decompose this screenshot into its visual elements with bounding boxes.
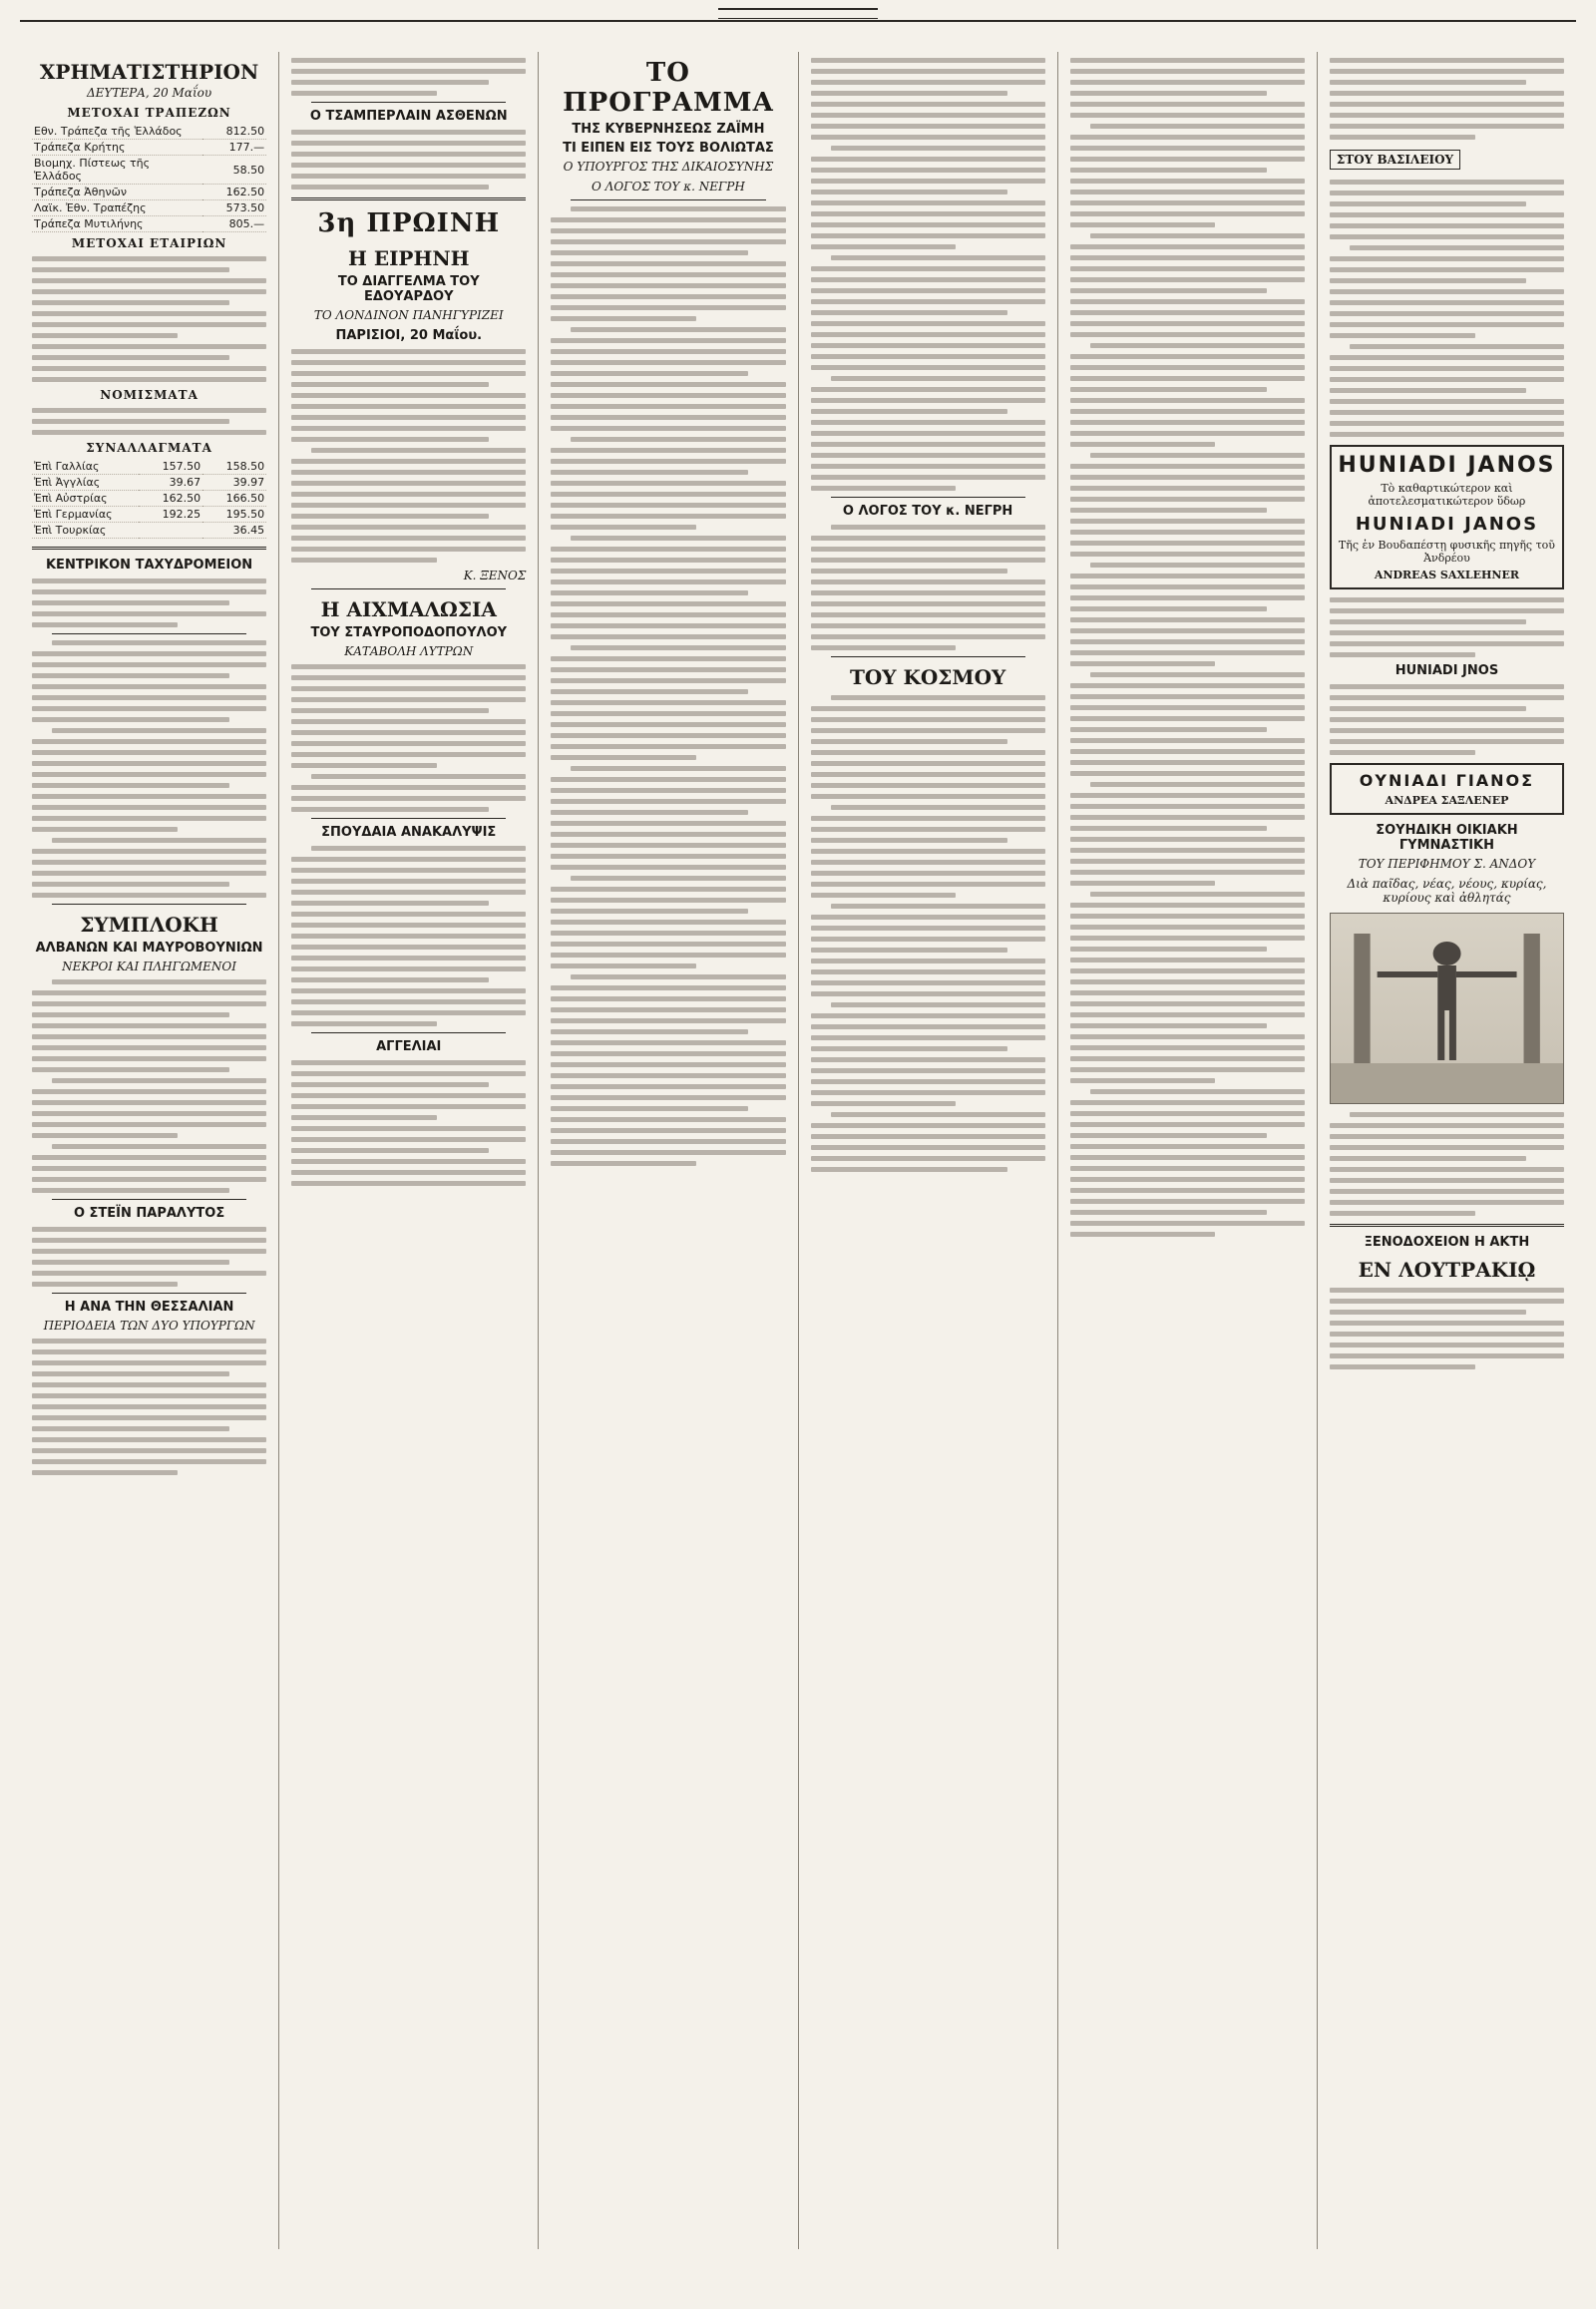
exchange-row — [32, 459, 266, 475]
newspaper-page — [20, 20, 1576, 2269]
col5-lines — [1070, 58, 1305, 1237]
program-lines — [551, 206, 785, 1166]
exchange-value-b: 39.97 — [202, 475, 266, 491]
hunyadi-desc: Τῆς ἐν Βουδαπέστῃ φυσικῆς πηγῆς τοῦ Ἀνδρέου — [1338, 539, 1555, 565]
exchange-value-a: 192.25 — [139, 507, 202, 523]
signoff: Κ. ΞΕΝΟΣ — [463, 569, 527, 582]
bank-value: 573.50 — [202, 200, 266, 216]
exchange-name: Ἐπὶ Τουρκίας — [32, 523, 139, 539]
theatre-lines — [1330, 180, 1564, 437]
gym-desc: Διὰ παῖδας, νέας, νέους, κυρίας, κυρίους καὶ ἀθλητάς — [1347, 877, 1547, 905]
hotel-title: ΞΕΝΟΔΟΧΕΙΟΝ Η ΑΚΤΗ — [1364, 1235, 1530, 1250]
captive-lines — [291, 664, 526, 812]
divider — [52, 904, 246, 905]
divider — [311, 818, 506, 819]
exchange-value-b: 195.50 — [202, 507, 266, 523]
world-title: ΤΟΥ ΚΟΣΜΟΥ — [849, 665, 1006, 689]
notices-title: ΑΓΓΕΛΙΑΙ — [376, 1039, 442, 1054]
companies-section: ΜΕΤΟΧΑΙ ΕΤΑΙΡΙΩΝ — [71, 236, 227, 250]
exchange-value-a: 39.67 — [139, 475, 202, 491]
exchange-row — [32, 507, 266, 523]
clash-title: ΣΥΜΠΛΟΚΗ — [80, 913, 218, 937]
stein-lines — [32, 1227, 266, 1287]
post-office-title: ΚΕΝΤΡΙΚΟΝ ΤΑΧΥΔΡΟΜΕΙΟΝ — [45, 558, 253, 573]
exchange-value-b: 158.50 — [202, 459, 266, 475]
bank-name: Τράπεζα Μυτιλήνης — [32, 216, 202, 232]
hunyadi-short: HUNIADI JNOS — [1395, 663, 1499, 678]
peace-subtitle-2: ΤΟ ΛΟΝΔΙΝΟΝ ΠΑΝΗΓΥΡΙΖΕΙ — [313, 308, 504, 322]
hunyadi-lines — [1330, 597, 1564, 657]
hotel-subtitle: ΕΝ ΛΟΥΤΡΑΚΙῼ — [1358, 1258, 1536, 1282]
divider — [311, 588, 506, 589]
exchange-name: Ἐπὶ Γερμανίας — [32, 507, 139, 523]
column-6 — [1318, 52, 1576, 2249]
bank-value: 805.— — [202, 216, 266, 232]
ouniadi-ad — [1330, 763, 1564, 815]
clash-lines — [32, 979, 266, 1193]
bank-name: Λαϊκ. Ἐθν. Τραπέζης — [32, 200, 202, 216]
theatre-label: ΣΤΟΥ ΒΑΣΙΛΕΙΟΥ — [1330, 150, 1460, 170]
thessaly-title: Η ΑΝΑ ΤΗΝ ΘΕΣΣΑΛΙΑΝ — [64, 1300, 234, 1315]
divider — [52, 1199, 246, 1200]
divider — [311, 1032, 506, 1033]
bank-row — [32, 200, 266, 216]
column-4 — [799, 52, 1058, 2249]
top-ornament — [718, 8, 878, 19]
ouniadi-label: ΟΥΝΙΑΔΙ ΓΙΑΝΟΣ — [1359, 771, 1535, 790]
exchange-value-a: 157.50 — [139, 459, 202, 475]
bank-value: 177.— — [202, 140, 266, 156]
search-lines — [291, 846, 526, 1026]
exchange-name: Ἐπὶ Αὐστρίας — [32, 491, 139, 507]
bank-name: Τράπεζα Κρήτης — [32, 140, 202, 156]
thessaly-lines — [32, 1339, 266, 1475]
hunyadi-ad — [1330, 445, 1564, 589]
stein-title: Ο ΣΤΕΪΝ ΠΑΡΑΛΥΤΟΣ — [73, 1206, 225, 1221]
exchange-row — [32, 523, 266, 539]
companies-lines — [32, 256, 266, 382]
divider — [831, 497, 1025, 498]
world-lines — [811, 695, 1045, 1172]
program-subtitle-2: ΤΙ ΕΙΠΕΝ ΕΙΣ ΤΟΥΣ ΒΟΛΙΩΤΑΣ — [563, 141, 774, 156]
columns — [20, 52, 1576, 2249]
captive-subtitle: ΤΟΥ ΣΤΑΥΡΟΠΟΔΟΠΟΥΛΟΥ — [310, 625, 508, 640]
divider — [52, 1293, 246, 1294]
divider — [291, 197, 526, 200]
hunyadi-subtitle: Τὸ καθαρτικώτερον καὶ ἀποτελεσματικώτερον ὕδωρ — [1368, 482, 1526, 508]
bank-row — [32, 124, 266, 140]
bank-row — [32, 216, 266, 232]
top-lines — [291, 58, 526, 96]
exchange-value-a: 162.50 — [139, 491, 202, 507]
peace-lines — [291, 349, 526, 563]
divider — [52, 633, 246, 634]
exchange-name: Ἐπὶ Γαλλίας — [32, 459, 139, 475]
speech-lines — [811, 525, 1045, 650]
program-subtitle: ΤΗΣ ΚΥΒΕΡΝΗΣΕΩΣ ΖΑΪΜΗ — [572, 122, 765, 137]
clash-subtitle-2: ΝΕΚΡΟΙ ΚΑΙ ΠΛΗΓΩΜΕΝΟΙ — [62, 960, 237, 973]
gym-title: ΣΟΥΗΔΙΚΗ ΟΙΚΙΑΚΗ ΓΥΜΝΑΣΤΙΚΗ — [1376, 823, 1518, 853]
stock-exchange-date: ΔΕΥΤΕΡΑ, 20 Μαΐου — [86, 86, 212, 100]
chamberlain-lines — [291, 130, 526, 190]
column-3 — [539, 52, 798, 2249]
ouniadi-owner: ΑΝΔΡΕΑ ΣΑΞΛΕΝΕΡ — [1385, 794, 1509, 807]
divider — [831, 656, 1025, 657]
divider — [311, 102, 506, 103]
bank-row — [32, 156, 266, 185]
paris-dateline: ΠΑΡΙΣΙΟΙ, 20 Μαΐου. — [335, 328, 483, 343]
col4-lines — [811, 58, 1045, 491]
column-5 — [1058, 52, 1318, 2249]
program-subtitle-4: Ο ΛΟΓΟΣ ΤΟΥ κ. ΝΕΓΡΗ — [592, 180, 745, 193]
bank-row — [32, 185, 266, 200]
divider — [32, 547, 266, 550]
exchange-name: Ἐπὶ Ἀγγλίας — [32, 475, 139, 491]
hunyadi-brand: HUNIADI JANOS — [1355, 514, 1539, 535]
article-lines — [32, 640, 266, 898]
bank-name: Τράπεζα Ἀθηνῶν — [32, 185, 202, 200]
bank-row — [32, 140, 266, 156]
coins-section: ΝΟΜΙΣΜΑΤΑ — [100, 388, 199, 402]
hunyadi-title: HUNIADI JANOS — [1338, 453, 1556, 478]
exchange-row — [32, 475, 266, 491]
clash-subtitle: ΑΛΒΑΝΩΝ ΚΑΙ ΜΑΥΡΟΒΟΥΝΙΩΝ — [35, 941, 263, 956]
chamberlain-title: Ο ΤΣΑΜΠΕΡΛΑΙΝ ΑΣΘΕΝΩΝ — [309, 109, 508, 124]
gym-illustration — [1330, 913, 1564, 1104]
column-2 — [279, 52, 539, 2249]
peace-title: Η ΕΙΡΗΝΗ — [347, 246, 470, 270]
exchange-value-b: 166.50 — [202, 491, 266, 507]
speech-title: Ο ΛΟΓΟΣ ΤΟΥ κ. ΝΕΓΡΗ — [842, 504, 1013, 519]
bank-name: Εθν. Τράπεζα τῆς Ἑλλάδος — [32, 124, 202, 140]
col6-top-lines — [1330, 58, 1564, 140]
thessaly-subtitle: ΠΕΡΙΟΔΕΙΑ ΤΩΝ ΔΥΟ ΥΠΟΥΡΓΩΝ — [43, 1319, 255, 1333]
search-title: ΣΠΟΥΔΑΙΑ ΑΝΑΚΑΛΥΨΙΣ — [321, 825, 497, 840]
divider — [1330, 1224, 1564, 1227]
bank-value: 162.50 — [202, 185, 266, 200]
captive-title: Η ΑΙΧΜΑΛΩΣΙΑ — [320, 597, 497, 621]
bank-value: 812.50 — [202, 124, 266, 140]
program-title: ΤΟ ΠΡΟΓΡΑΜΜΑ — [563, 58, 774, 118]
bank-name: Βιομηχ. Πίστεως τῆς Ἑλλάδος — [32, 156, 202, 185]
program-subtitle-3: Ο ΥΠΟΥΡΓΟΣ ΤΗΣ ΔΙΚΑΙΟΣΥΝΗΣ — [563, 160, 774, 174]
exchange-section: ΣΥΝΑΛΛΑΓΜΑΤΑ — [86, 441, 212, 455]
banks-table — [32, 124, 266, 232]
column-1 — [20, 52, 279, 2249]
exchange-value-b: 36.45 — [202, 523, 266, 539]
banks-section: ΜΕΤΟΧΑΙ ΤΡΑΠΕΖΩΝ — [67, 106, 231, 120]
captive-subtitle-2: ΚΑΤΑΒΟΛΗ ΛΥΤΡΩΝ — [344, 644, 474, 658]
gymnast-figure-icon — [1331, 914, 1563, 1103]
coins-lines — [32, 408, 266, 435]
exchange-table — [32, 459, 266, 539]
gym-lines — [1330, 1112, 1564, 1216]
exchange-row — [32, 491, 266, 507]
peace-subtitle: ΤΟ ΔΙΑΓΓΕΛΜΑ ΤΟΥ ΕΔΟΥΑΡΔΟΥ — [337, 274, 480, 304]
notices-lines — [291, 1060, 526, 1186]
divider — [571, 199, 765, 200]
post-office-lines — [32, 578, 266, 627]
hunyadi-lines-2 — [1330, 684, 1564, 755]
exchange-value-a — [139, 523, 202, 539]
hotel-lines — [1330, 1288, 1564, 1369]
gym-subtitle: ΤΟΥ ΠΕΡΙΦΗΜΟΥ Σ. ΑΝΔΟΥ — [1358, 857, 1536, 871]
stock-exchange-title: ΧΡΗΜΑΤΙΣΤΗΡΙΟΝ — [39, 60, 259, 84]
bank-value: 58.50 — [202, 156, 266, 185]
morning-title: 3η ΠΡΩΙΝΗ — [317, 208, 501, 238]
hunyadi-owner: ANDREAS SAXLEHNER — [1374, 569, 1519, 581]
